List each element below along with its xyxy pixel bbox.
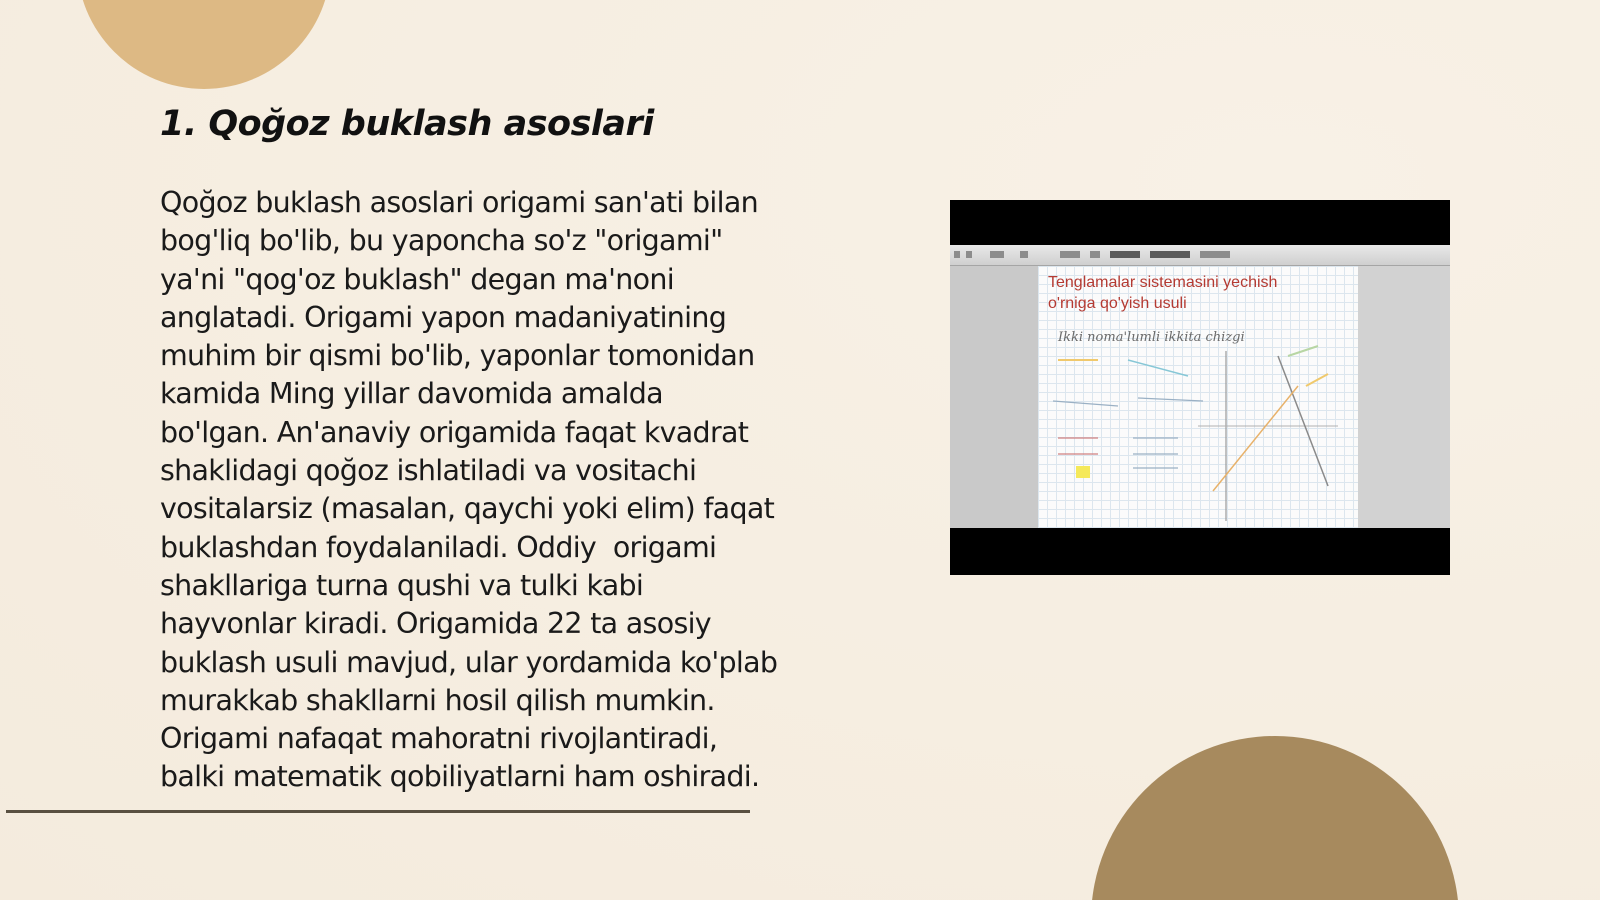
slide-title: 1. Qoğoz buklash asoslari <box>160 104 654 144</box>
whiteboard-sketch <box>1038 266 1358 528</box>
video-frame <box>950 245 1450 528</box>
decorative-circle-top <box>77 0 331 89</box>
video-page-title: Tenglamalar sistemasini yechish o'rniga qo'yish usuli <box>1048 274 1278 312</box>
divider-line <box>6 810 750 813</box>
app-toolbar <box>950 245 1450 266</box>
whiteboard-page <box>1038 266 1358 528</box>
video-thumbnail[interactable] <box>950 200 1450 575</box>
side-panel <box>1358 266 1450 528</box>
decorative-circle-bottom <box>1091 736 1459 900</box>
handwritten-note: Ikki noma'lumli ikkita chizgi <box>1058 330 1245 345</box>
slide-body-text: Qoğoz buklash asoslari origami san'ati bilan bog'liq bo'lib, bu yaponcha so'z "origami" ya'ni "qog'oz buklash" degan ma'noni anglatadi. Origami yapon madaniyatining muhim bir qismi bo'lib, yaponlar tomonidan kamida Ming yillar davomida amalda bo'lgan. An'anaviy origamida faqat kvadrat shaklidagi qoğoz ishlatiladi va vositachi vositalarsiz (masalan, qaychi yoki elim) faqat buklashdan foydalaniladi. Oddiy origami shakllariga turna qushi va tulki kabi hayvonlar kiradi. Origamida 22 ta asosiy buklash usuli mavjud, ular yordamida ko'plab murakkab shakllarni hosil qilish mumkin. Origami nafaqat mahoratni rivojlantiradi, balki matematik qobiliyatlarni ham oshiradi. <box>160 186 778 794</box>
